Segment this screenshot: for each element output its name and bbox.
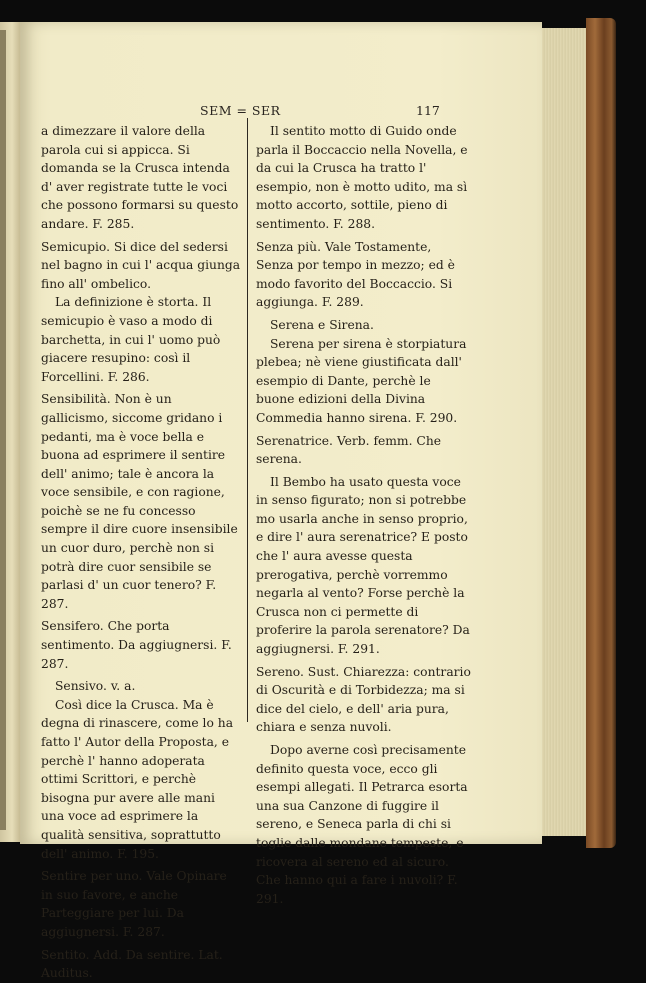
book-spine-edge — [0, 30, 6, 830]
running-head: SEM = SER — [200, 103, 281, 118]
column-divider — [247, 118, 248, 722]
text-paragraph: a dimezzare il valore della parola cui si appicca. Si domanda se la Crusca intenda d' aver registrate tutte le voci che possono formarsi su questo andare. F. 285. — [41, 124, 239, 231]
right-column — [256, 122, 471, 908]
dictionary-entry: Serenatrice. Verb. femm. Che serena. — [256, 433, 442, 467]
text-paragraph: Serena per sirena è storpiatura plebea; nè viene giustificata dall' esempio di Dante, perchè le buone edizioni della Divina Commedia hanno sirena. F. 290. — [256, 336, 467, 425]
dictionary-entry: Serena e Sirena. — [270, 317, 374, 332]
dictionary-entry: Sereno. Sust. Chiarezza: contrario di Oscurità e di Torbidezza; ma si dice del cielo, e dell' aria pura, chiara e senza nuvoli. — [256, 664, 471, 735]
left-column — [41, 122, 241, 983]
book-cover-edge — [586, 18, 616, 848]
page-fore-edge — [542, 28, 587, 836]
dictionary-entry: Sensivo. v. a. — [55, 679, 136, 694]
dictionary-entry: Semicupio. Si dice del sedersi nel bagno in cui l' acqua giunga fino all' ombelico. — [41, 239, 241, 291]
page-number: 117 — [416, 103, 440, 118]
dictionary-entry: Sensifero. Che porta sentimento. Da aggiugnersi. F. 287. — [41, 619, 232, 671]
text-paragraph: Il sentito motto di Guido onde parla il Boccaccio nella Novella, e da cui la Crusca ha tratto l' esempio, non è motto udito, ma sì motto accorto, sottile, pieno di sentimento. F. 288. — [256, 124, 468, 231]
text-paragraph: Dopo averne così precisamente definito questa voce, ecco gli esempi allegati. Il Petrarca esorta una sua Canzone di fuggire il sereno, e Seneca parla di chi si toglie dalle mondane tempeste, e ricovera al sereno ed al sicuro. Che hanno qui a fare i nuvoli? F. 291. — [256, 743, 468, 906]
dictionary-entry: Sensibilità. Non è un gallicismo, siccome gridano i pedanti, ma è voce bella e buona ad esprimere il sentire dell' animo; tale è ancora la voce sensibile, e con ragione, poichè se ne fu concesso sempre il dire cuore insensibile un cuor duro, perchè non si potrà dire cuor sensibile se parlasi d' un cuor tenero? F. 287. — [41, 392, 238, 611]
dictionary-entry: Sentito. Add. Da sentire. Lat. Auditus. — [41, 947, 223, 981]
text-paragraph: Così dice la Crusca. Ma è degna di rinascere, come lo ha fatto l' Autor della Proposta, e perchè l' hanno adoperata ottimi Scrittori, e perchè bisogna pur avere alle mani una voce ad esprimere la qualità sensitiva, soprattutto dell' animo. F. 195. — [41, 697, 234, 861]
text-paragraph: Il Bembo ha usato questa voce in senso figurato; non si potrebbe mo usarla anche in senso proprio, e dire l' aura serenatrice? E posto che l' aura avesse questa prerogativa, perchè vorremmo negarla al vento? Forse perchè la Crusca non ci permette di proferire la parola serenatore? Da aggiugnersi. F. 291. — [256, 474, 470, 657]
dictionary-entry: Senza più. Vale Tostamente, Senza por tempo in mezzo; ed è modo favorito del Boccaccio. Si aggiunga. F. 289. — [256, 239, 455, 310]
dictionary-entry: Sentire per uno. Vale Opinare in suo favore, e anche Parteggiare per lui. Da aggiugnersi. F. 287. — [41, 869, 227, 939]
text-paragraph: La definizione è storta. Il semicupio è vaso a modo di barchetta, in cui l' uomo può giacere resupino: così il Forcellini. F. 286. — [41, 295, 221, 384]
